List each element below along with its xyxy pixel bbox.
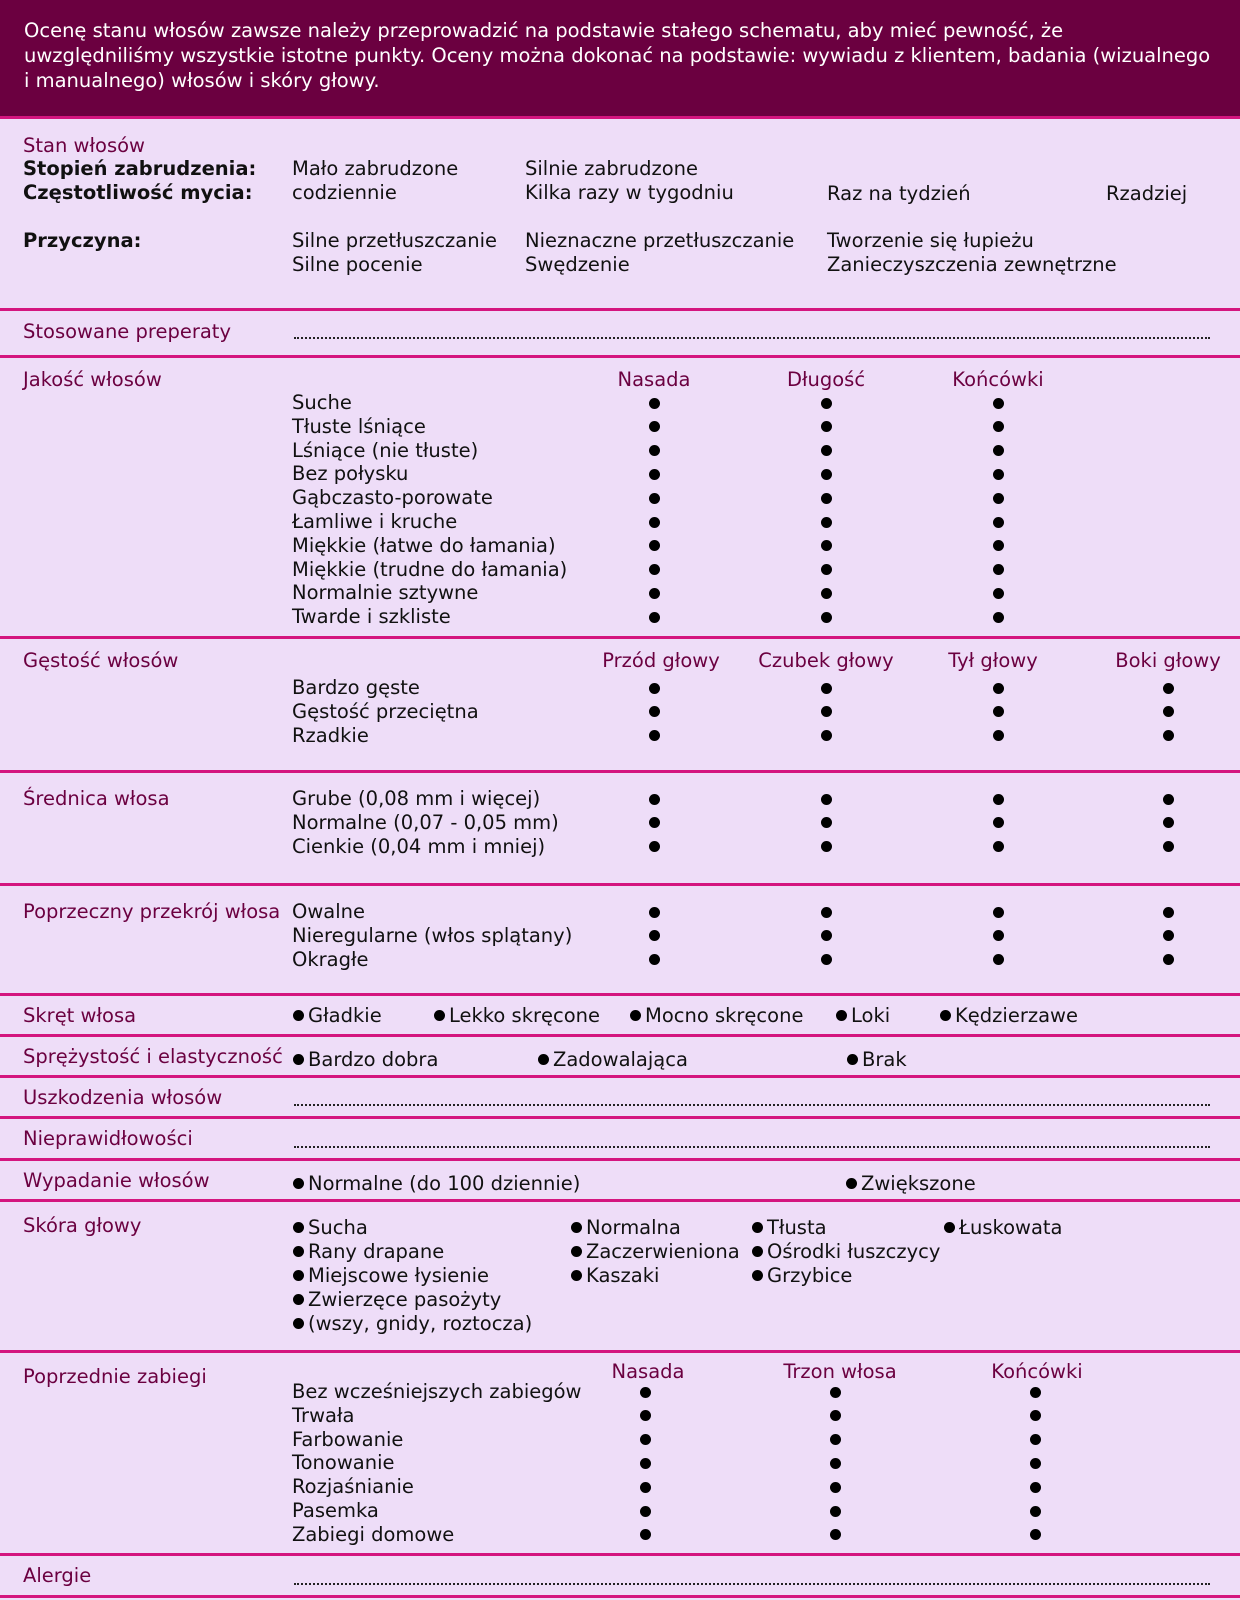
row-label: Nieregularne (włos splątany)	[292, 923, 573, 947]
checkbox-dot[interactable]	[821, 930, 832, 941]
option-label: Łuskowata	[959, 1216, 1063, 1239]
checkbox-dot[interactable]	[649, 612, 660, 623]
nieprawidlowosci-fill-line[interactable]	[294, 1146, 1210, 1148]
divider	[0, 770, 1240, 773]
checkbox-dot[interactable]	[1030, 1410, 1041, 1421]
row-label: Bardzo gęste	[292, 676, 420, 699]
section-title-przekroj: Poprzeczny przekrój włosa	[23, 900, 281, 923]
checkbox-dot[interactable]	[434, 1010, 445, 1021]
alergie-fill-line[interactable]	[294, 1583, 1210, 1585]
checkbox-dot[interactable]	[993, 588, 1004, 599]
section-title-uszkodzenia: Uszkodzenia włosów	[23, 1086, 223, 1109]
option-label: Zwiększone	[861, 1172, 976, 1195]
col-head-koncowki: Końcówki	[952, 368, 1044, 391]
col-head-tyl: Tył głowy	[948, 649, 1038, 672]
section-title-sprezystosc: Sprężystość i elastyczność	[23, 1045, 283, 1068]
col-head-nasada: Nasada	[617, 368, 691, 391]
section-title-preparaty: Stosowane preperaty	[23, 320, 231, 343]
checkbox-dot[interactable]	[649, 706, 660, 717]
section-title-wypadanie: Wypadanie włosów	[23, 1169, 210, 1192]
checkbox-dot[interactable]	[649, 588, 660, 599]
option-label: Miejscowe łysienie	[308, 1264, 490, 1287]
checkbox-dot[interactable]	[821, 841, 832, 852]
checkbox-dot[interactable]	[821, 421, 832, 432]
divider	[0, 1034, 1240, 1037]
checkbox-dot[interactable]	[649, 794, 660, 805]
checkbox-dot[interactable]	[993, 564, 1004, 575]
checkbox-dot[interactable]	[993, 493, 1004, 504]
section-title-nieprawidlowosci: Nieprawidłowości	[23, 1127, 193, 1150]
divider	[0, 1116, 1240, 1119]
checkbox-dot[interactable]	[1030, 1506, 1041, 1517]
checkbox-dot[interactable]	[640, 1387, 651, 1398]
checkbox-dot[interactable]	[821, 794, 832, 805]
option-label: Zwierzęce pasożyty	[308, 1288, 502, 1311]
checkbox-dot[interactable]	[649, 564, 660, 575]
checkbox-dot[interactable]	[993, 612, 1004, 623]
option-label: Gładkie	[308, 1004, 382, 1027]
checkbox-dot[interactable]	[293, 1054, 304, 1065]
checkbox-dot[interactable]	[752, 1270, 763, 1281]
section-title-gestosc: Gęstość włosów	[23, 649, 179, 672]
checkbox-dot[interactable]	[293, 1318, 304, 1329]
option-przyczyna: Nieznaczne przetłuszczanie	[525, 229, 795, 252]
checkbox-dot[interactable]	[649, 954, 660, 965]
row-label: Tonowanie	[292, 1451, 395, 1475]
checkbox-dot[interactable]	[1163, 930, 1174, 941]
row-label: Owalne	[292, 900, 366, 923]
option-label: Bardzo dobra	[308, 1048, 439, 1071]
option-rzadziej: Rzadziej	[1106, 182, 1188, 205]
checkbox-dot[interactable]	[830, 1506, 841, 1517]
checkbox-dot[interactable]	[649, 841, 660, 852]
col-head-nasada: Nasada	[611, 1360, 685, 1383]
checkbox-dot[interactable]	[993, 540, 1004, 551]
option-label: Zaczerwieniona	[586, 1240, 740, 1263]
checkbox-dot[interactable]	[640, 1410, 651, 1421]
checkbox-dot[interactable]	[649, 469, 660, 480]
option-label: Ośrodki łuszczycy	[767, 1240, 941, 1263]
divider	[0, 355, 1240, 358]
divider	[0, 1553, 1240, 1556]
row-label: Grube (0,08 mm i więcej)	[292, 787, 541, 810]
option-przyczyna: Silne przetłuszczanie	[292, 229, 498, 252]
option-label: Normalna	[586, 1216, 681, 1239]
row-label: Rzadkie	[292, 723, 369, 747]
checkbox-dot[interactable]	[821, 612, 832, 623]
checkbox-dot[interactable]	[293, 1294, 304, 1305]
checkbox-dot[interactable]	[1163, 794, 1174, 805]
row-label: Bez połysku	[292, 462, 409, 486]
checkbox-dot[interactable]	[1163, 954, 1174, 965]
row-label: Gąbczasto-porowate	[292, 486, 493, 510]
checkbox-dot[interactable]	[640, 1482, 651, 1493]
checkbox-dot[interactable]	[649, 540, 660, 551]
checkbox-dot[interactable]	[993, 683, 1004, 694]
option-przyczyna: Tworzenie się łupieżu	[827, 229, 1034, 252]
checkbox-dot[interactable]	[640, 1458, 651, 1469]
option-kilka-razy: Kilka razy w tygodniu	[525, 181, 734, 204]
checkbox-dot[interactable]	[830, 1410, 841, 1421]
divider	[0, 1595, 1240, 1598]
row-label: Gęstość przeciętna	[292, 699, 479, 723]
divider	[0, 1199, 1240, 1202]
section-title-jakosc: Jakość włosów	[23, 368, 162, 391]
col-head-boki: Boki głowy	[1115, 649, 1221, 672]
col-head-czubek: Czubek głowy	[758, 649, 894, 672]
checkbox-dot[interactable]	[571, 1246, 582, 1257]
checkbox-dot[interactable]	[847, 1054, 858, 1065]
label-mycie: Częstotliwość mycia:	[23, 181, 253, 204]
col-head-trzon: Trzon włosa	[783, 1360, 897, 1383]
option-silnie-zabrudzone: Silnie zabrudzone	[525, 157, 699, 180]
option-raz-na-tydzien: Raz na tydzień	[827, 182, 971, 205]
intro-banner	[0, 0, 1240, 116]
checkbox-dot[interactable]	[538, 1054, 549, 1065]
checkbox-dot[interactable]	[1163, 907, 1174, 918]
checkbox-dot[interactable]	[830, 1482, 841, 1493]
row-label: Łamliwe i kruche	[292, 510, 458, 533]
checkbox-dot[interactable]	[649, 445, 660, 456]
row-label: Tłuste lśniące	[292, 414, 426, 438]
option-przyczyna: Silne pocenie	[292, 253, 423, 276]
checkbox-dot[interactable]	[821, 730, 832, 741]
checkbox-dot[interactable]	[293, 1010, 304, 1021]
checkbox-dot[interactable]	[836, 1010, 847, 1021]
option-label: Kędzierzawe	[955, 1004, 1078, 1027]
option-label: Tłusta	[767, 1216, 827, 1239]
checkbox-dot[interactable]	[649, 817, 660, 828]
checkbox-dot[interactable]	[993, 469, 1004, 480]
divider	[0, 993, 1240, 996]
checkbox-dot[interactable]	[821, 445, 832, 456]
checkbox-dot[interactable]	[1163, 730, 1174, 741]
option-label: Loki	[851, 1004, 891, 1027]
checkbox-dot[interactable]	[1030, 1387, 1041, 1398]
checkbox-dot[interactable]	[649, 421, 660, 432]
option-label: Brak	[862, 1048, 907, 1071]
checkbox-dot[interactable]	[830, 1434, 841, 1445]
checkbox-dot[interactable]	[821, 907, 832, 918]
checkbox-dot[interactable]	[649, 493, 660, 504]
checkbox-dot[interactable]	[293, 1246, 304, 1257]
checkbox-dot[interactable]	[1030, 1482, 1041, 1493]
checkbox-dot[interactable]	[940, 1010, 951, 1021]
row-label: Farbowanie	[292, 1427, 404, 1451]
checkbox-dot[interactable]	[993, 930, 1004, 941]
row-label: Twarde i szkliste	[292, 605, 451, 629]
checkbox-dot[interactable]	[993, 841, 1004, 852]
row-label: Miękkie (trudne do łamania)	[292, 557, 568, 581]
divider	[0, 1158, 1240, 1161]
section-title-zabiegi: Poprzednie zabiegi	[23, 1365, 207, 1388]
label-zabrudzenie: Stopień zabrudzenia:	[23, 157, 257, 180]
checkbox-dot[interactable]	[649, 907, 660, 918]
checkbox-dot[interactable]	[821, 588, 832, 599]
option-label: Mocno skręcone	[645, 1004, 804, 1027]
intro-text: Ocenę stanu włosów zawsze należy przeprowadzić na podstawie stałego schematu, aby mieć pewność, że uwzględniliśmy wszystkie istotne punkty. Oceny można dokonać na podstawie: wywiadu z klientem, badania (wizualnego i manualnego) włosów i skóry głowy.	[24, 19, 1211, 92]
option-przyczyna: Swędzenie	[525, 253, 630, 276]
checkbox-dot[interactable]	[993, 817, 1004, 828]
checkbox-dot[interactable]	[1163, 817, 1174, 828]
divider	[0, 116, 1240, 119]
checkbox-dot[interactable]	[293, 1222, 304, 1233]
row-label: Bez wcześniejszych zabiegów	[292, 1380, 582, 1403]
checkbox-dot[interactable]	[571, 1222, 582, 1233]
checkbox-dot[interactable]	[752, 1222, 763, 1233]
checkbox-dot[interactable]	[993, 954, 1004, 965]
checkbox-dot[interactable]	[293, 1178, 304, 1189]
section-title-skret: Skręt włosa	[23, 1004, 137, 1027]
uszkodzenia-fill-line[interactable]	[294, 1104, 1210, 1106]
checkbox-dot[interactable]	[944, 1222, 955, 1233]
checkbox-dot[interactable]	[993, 445, 1004, 456]
checkbox-dot[interactable]	[993, 517, 1004, 528]
row-label: Suche	[292, 391, 352, 414]
checkbox-dot[interactable]	[630, 1010, 641, 1021]
row-label: Pasemka	[292, 1499, 379, 1522]
col-head-koncowki: Końcówki	[991, 1360, 1083, 1383]
checkbox-dot[interactable]	[993, 398, 1004, 409]
option-label: (wszy, gnidy, roztocza)	[308, 1312, 533, 1335]
divider	[0, 883, 1240, 886]
checkbox-dot[interactable]	[830, 1458, 841, 1469]
divider	[0, 1350, 1240, 1353]
row-label: Lśniące (nie tłuste)	[292, 438, 479, 462]
checkbox-dot[interactable]	[993, 794, 1004, 805]
section-title-alergie: Alergie	[23, 1564, 92, 1587]
checkbox-dot[interactable]	[752, 1246, 763, 1257]
option-label: Kaszaki	[586, 1264, 660, 1287]
checkbox-dot[interactable]	[571, 1270, 582, 1281]
option-malo-zabrudzone: Mało zabrudzone	[292, 157, 459, 180]
checkbox-dot[interactable]	[821, 954, 832, 965]
checkbox-dot[interactable]	[821, 540, 832, 551]
divider	[0, 308, 1240, 311]
row-label: Normalnie sztywne	[292, 581, 479, 605]
row-label: Rozjaśnianie	[292, 1475, 414, 1499]
checkbox-dot[interactable]	[830, 1529, 841, 1540]
row-label: Normalne (0,07 - 0,05 mm)	[292, 810, 559, 834]
checkbox-dot[interactable]	[1030, 1529, 1041, 1540]
preparaty-fill-line[interactable]	[294, 337, 1210, 339]
row-label: Cienkie (0,04 mm i mniej)	[292, 834, 546, 858]
checkbox-dot[interactable]	[830, 1387, 841, 1398]
checkbox-dot[interactable]	[1163, 683, 1174, 694]
option-label: Rany drapane	[308, 1240, 445, 1263]
checkbox-dot[interactable]	[649, 683, 660, 694]
section-title-stan: Stan włosów	[23, 134, 145, 157]
checkbox-dot[interactable]	[821, 517, 832, 528]
label-przyczyna: Przyczyna:	[23, 229, 142, 252]
checkbox-dot[interactable]	[846, 1178, 857, 1189]
option-przyczyna: Zanieczyszczenia zewnętrzne	[827, 253, 1117, 276]
checkbox-dot[interactable]	[640, 1434, 651, 1445]
checkbox-dot[interactable]	[1163, 706, 1174, 717]
option-label: Sucha	[308, 1216, 368, 1239]
col-head-przod: Przód głowy	[602, 649, 720, 672]
checkbox-dot[interactable]	[993, 907, 1004, 918]
checkbox-dot[interactable]	[821, 706, 832, 717]
checkbox-dot[interactable]	[293, 1270, 304, 1281]
option-label: Normalne (do 100 dziennie)	[308, 1172, 581, 1195]
row-label: Zabiegi domowe	[292, 1522, 455, 1546]
option-codziennie: codziennie	[292, 181, 397, 204]
row-label: Trwała	[292, 1403, 355, 1427]
checkbox-dot[interactable]	[993, 730, 1004, 741]
checkbox-dot[interactable]	[821, 817, 832, 828]
checkbox-dot[interactable]	[649, 398, 660, 409]
checkbox-dot[interactable]	[993, 421, 1004, 432]
checkbox-dot[interactable]	[640, 1529, 651, 1540]
option-label: Grzybice	[767, 1264, 853, 1287]
checkbox-dot[interactable]	[821, 398, 832, 409]
option-label: Lekko skręcone	[449, 1004, 601, 1027]
checkbox-dot[interactable]	[1030, 1434, 1041, 1445]
checkbox-dot[interactable]	[821, 683, 832, 694]
option-label: Zadowalająca	[553, 1048, 688, 1071]
checkbox-dot[interactable]	[821, 469, 832, 480]
checkbox-dot[interactable]	[993, 706, 1004, 717]
checkbox-dot[interactable]	[1030, 1458, 1041, 1469]
checkbox-dot[interactable]	[649, 517, 660, 528]
divider	[0, 636, 1240, 639]
row-label: Okragłe	[292, 947, 369, 971]
checkbox-dot[interactable]	[821, 493, 832, 504]
checkbox-dot[interactable]	[649, 930, 660, 941]
col-head-dlugosc: Długość	[786, 368, 866, 391]
checkbox-dot[interactable]	[1163, 841, 1174, 852]
checkbox-dot[interactable]	[640, 1506, 651, 1517]
checkbox-dot[interactable]	[649, 730, 660, 741]
divider	[0, 1075, 1240, 1078]
section-title-srednica: Średnica włosa	[23, 787, 170, 810]
section-title-skora: Skóra głowy	[23, 1214, 142, 1237]
row-label: Miękkie (łatwe do łamania)	[292, 533, 556, 557]
checkbox-dot[interactable]	[821, 564, 832, 575]
